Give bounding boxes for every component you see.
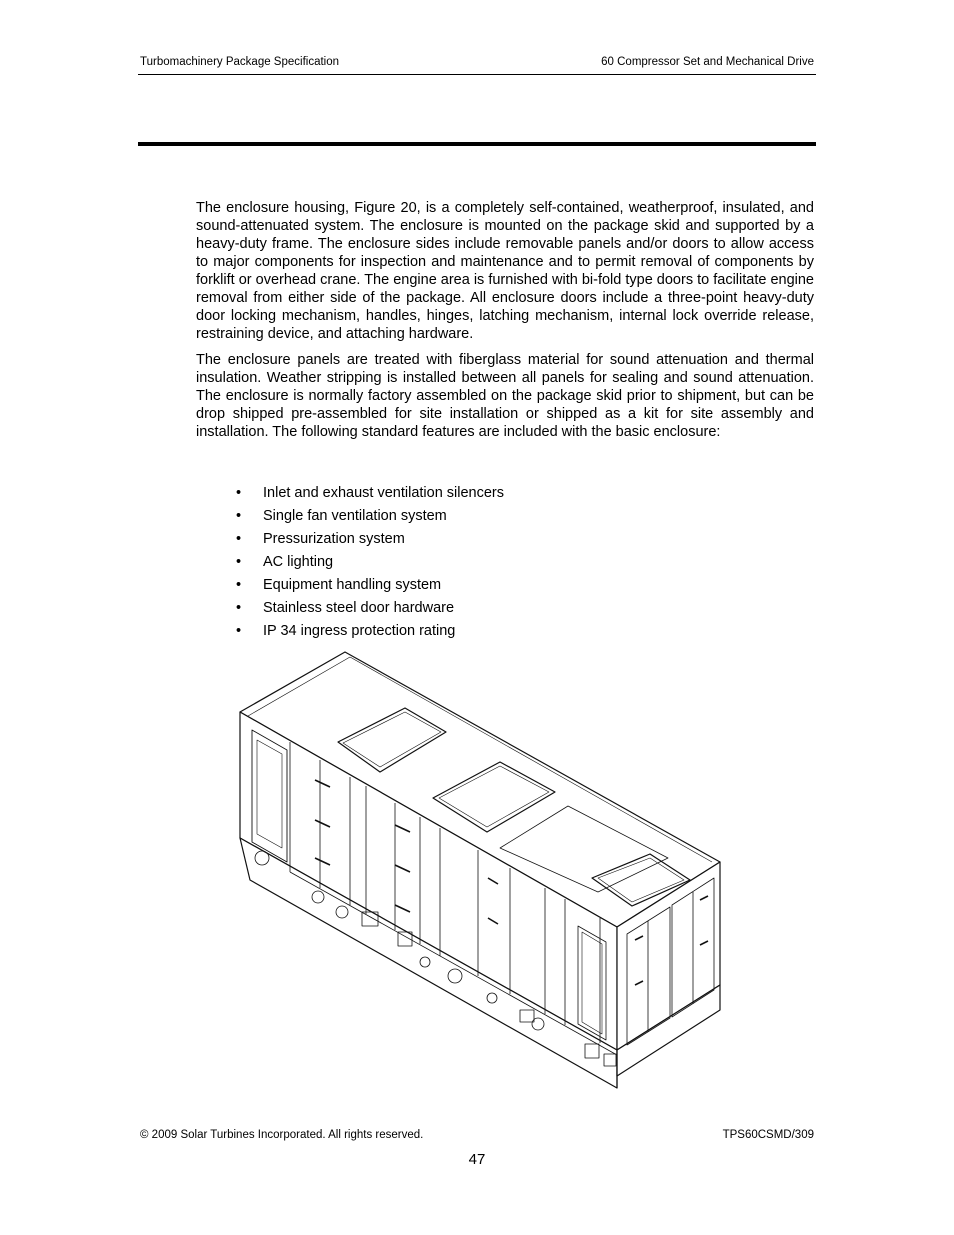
header-title-left: Turbomachinery Package Specification [140, 56, 340, 68]
bullet-icon: • [236, 577, 242, 593]
header-rule [138, 74, 816, 75]
list-item [196, 574, 504, 597]
list-item [196, 528, 504, 551]
list-item [196, 551, 504, 574]
list-item-label: AC lighting [263, 554, 334, 570]
list-item-label: Equipment handling system [263, 577, 442, 593]
list-item-label: Inlet and exhaust ventilation silencers [263, 485, 505, 501]
bullet-icon: • [236, 508, 242, 524]
bullet-icon: • [236, 623, 242, 639]
body-text [196, 199, 814, 449]
paragraph-1: The enclosure housing, Figure 20, is a completely self-contained, weatherproof, insulated, and sound-attenuated system. The enclosure is mounted on the package skid and supported by a heavy-duty frame. The enclosure sides include removable panels and/or doors to allow access to major components for inspection and maintenance and to permit removal of components by forklift or overhead crane. The engine area is furnished with bi-fold type doors to facilitate engine removal from either side of the package. All enclosure doors include a three-point heavy-duty door locking mechanism, handles, hinges, latching mechanism, internal lock override release, restraining device, and attaching hardware. [196, 200, 814, 342]
feature-list [196, 482, 504, 643]
page-number: 47 [468, 1151, 486, 1168]
list-item-label: Single fan ventilation system [263, 508, 447, 524]
footer-doc-id: TPS60CSMD/309 [722, 1129, 814, 1141]
footer-copyright: © 2009 Solar Turbines Incorporated. All rights reserved. [140, 1129, 424, 1141]
bullet-icon: • [236, 531, 242, 547]
list-item-label: Pressurization system [263, 531, 405, 547]
list-item [196, 505, 504, 528]
enclosure-figure [230, 648, 730, 1090]
list-item [196, 620, 504, 643]
list-item [196, 597, 504, 620]
section-rule [138, 142, 816, 146]
bullet-icon: • [236, 554, 242, 570]
list-item-label: Stainless steel door hardware [263, 600, 455, 616]
list-item-label: IP 34 ingress protection rating [263, 623, 456, 639]
list-item [196, 482, 504, 505]
header-title-right: 60 Compressor Set and Mechanical Drive [601, 56, 814, 68]
bullet-icon: • [236, 600, 242, 616]
bullet-icon: • [236, 485, 242, 501]
paragraph-2: The enclosure panels are treated with fiberglass material for sound attenuation and thermal insulation. Weather stripping is installed between all panels for sealing and sound attenuation. The enclosure is normally factory assembled on the package skid prior to shipment, but can be drop shipped pre-assembled for site installation or shipped as a kit for site assembly and installation. The following standard features are included with the basic enclosure: [196, 352, 814, 440]
